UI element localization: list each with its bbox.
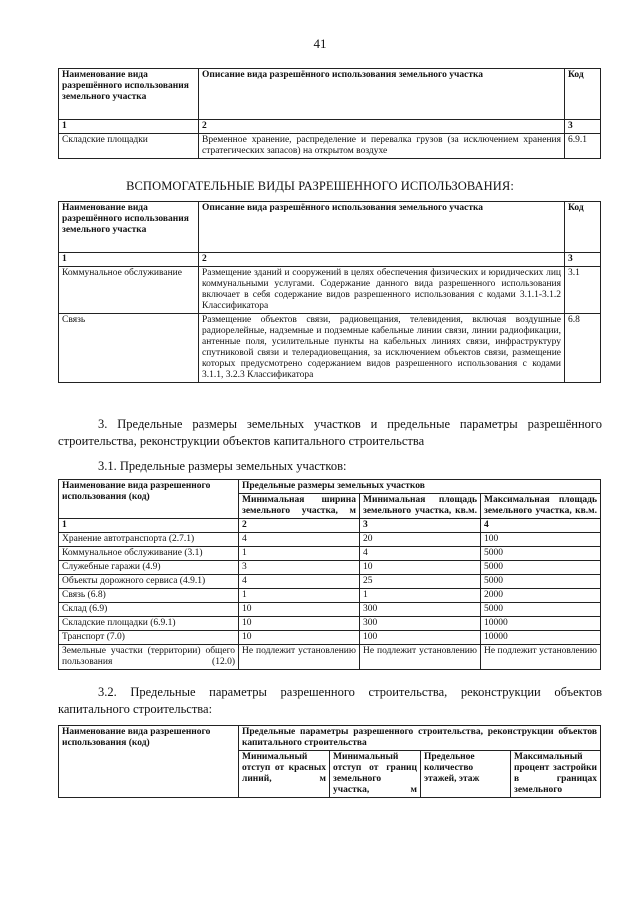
col-number: 2 — [199, 253, 565, 267]
min-width: 10 — [239, 617, 360, 631]
header-use-name: Наименование вида разрешенного использования (код) — [59, 726, 239, 798]
max-area: 5000 — [481, 561, 601, 575]
header-max-area: Максимальная площадь земельного участка, кв.м. — [481, 494, 601, 519]
table-row — [59, 314, 601, 383]
min-width: Не подлежит установлению — [239, 645, 360, 670]
max-area: 100 — [481, 533, 601, 547]
header-code: Код — [565, 69, 601, 120]
use-description: Временное хранение, распределение и перевалка грузов (за исключением хранения стратегических запасов) на открытом воздухе — [199, 134, 565, 159]
section-3-1-heading: 3.1. Предельные размеры земельных участков: — [98, 459, 347, 473]
min-area: Не подлежит установлению — [360, 645, 481, 670]
use-name: Хранение автотранспорта (2.7.1) — [59, 533, 239, 547]
max-area: 10000 — [481, 631, 601, 645]
use-name: Склад (6.9) — [59, 603, 239, 617]
min-width: 10 — [239, 603, 360, 617]
use-description: Размещение объектов связи, радиовещания, телевидения, включая воздушные радиорелейные, надземные и подземные кабельные линии связи, линии радиофикации, антенные поля, усилительные пункты на кабельных линиях связи, инфраструктуру спутниковой связи и телерадиовещания, за исключением объектов связи, размещение которых предусмотрено содержанием видов разрешенного использования с кодами 3.1.1, 3.2.3 Классификатора — [199, 314, 565, 383]
min-width: 1 — [239, 547, 360, 561]
header-min-width: Минимальная ширина земельного участка, м — [239, 494, 360, 519]
table-row — [59, 575, 601, 589]
table-row — [59, 589, 601, 603]
page-number: 41 — [313, 36, 327, 51]
section-3-heading-line1: 3. Предельные размеры земельных участков и предельные параметры разрешённого — [98, 417, 602, 431]
table-row — [59, 645, 601, 670]
table-row — [59, 533, 601, 547]
col-number: 3 — [565, 253, 601, 267]
col-number: 1 — [59, 519, 239, 533]
table-row — [59, 267, 601, 314]
use-name: Транспорт (7.0) — [59, 631, 239, 645]
max-area: 10000 — [481, 617, 601, 631]
use-name: Земельные участки (территории) общего пользования (12.0) — [59, 645, 239, 670]
header-min-area: Минимальная площадь земельного участка, кв.м. — [360, 494, 481, 519]
max-area: 5000 — [481, 575, 601, 589]
use-name: Связь (6.8) — [59, 589, 239, 603]
min-area: 10 — [360, 561, 481, 575]
min-area: 300 — [360, 603, 481, 617]
col-number: 2 — [199, 120, 565, 134]
table-aux-uses — [58, 201, 601, 383]
use-name: Складские площадки (6.9.1) — [59, 617, 239, 631]
use-name: Объекты дорожного сервиса (4.9.1) — [59, 575, 239, 589]
table-row — [59, 561, 601, 575]
use-code: 6.8 — [565, 314, 601, 383]
use-name: Складские площадки — [59, 134, 199, 159]
min-area: 25 — [360, 575, 481, 589]
table-row — [59, 547, 601, 561]
table-building-params — [58, 725, 601, 798]
col-number: 1 — [59, 253, 199, 267]
min-area: 300 — [360, 617, 481, 631]
section-3-heading-line2: строительства, реконструкции объектов капитального строительства — [58, 434, 425, 448]
use-name: Коммунальное обслуживание — [59, 267, 199, 314]
col-number: 1 — [59, 120, 199, 134]
section-3-2-heading-line2: капитального строительства: — [58, 702, 213, 716]
use-description: Размещение зданий и сооружений в целях обеспечения физических и юридических лиц коммунальными услугами. Содержание данного вида разрешенного использования включает в себя содержание видов разрешенного использования с кодами 3.1.1-3.1.2 Классификатора — [199, 267, 565, 314]
col-number: 4 — [481, 519, 601, 533]
col-number: 3 — [360, 519, 481, 533]
min-width: 3 — [239, 561, 360, 575]
table-row — [59, 617, 601, 631]
use-name: Служебные гаражи (4.9) — [59, 561, 239, 575]
table-row — [59, 603, 601, 617]
max-area: 5000 — [481, 603, 601, 617]
header-max-building-percent: Максимальный процент застройки в границах земельного — [511, 751, 601, 798]
min-area: 100 — [360, 631, 481, 645]
max-area: 5000 — [481, 547, 601, 561]
use-name: Коммунальное обслуживание (3.1) — [59, 547, 239, 561]
min-width: 10 — [239, 631, 360, 645]
table-main-uses — [58, 68, 601, 159]
min-area: 4 — [360, 547, 481, 561]
header-max-floors: Предельное количество этажей, этаж — [421, 751, 511, 798]
section-3-2-heading-line1: 3.2. Предельные параметры разрешенного строительства, реконструкции объектов — [98, 685, 602, 699]
header-min-setback-boundaries: Минимальный отступ от границ земельного участка, м — [330, 751, 421, 798]
header-use-name: Наименование вида разрешенного использования (код) — [59, 480, 239, 519]
table-row — [59, 134, 601, 159]
use-code: 6.9.1 — [565, 134, 601, 159]
table-row — [59, 631, 601, 645]
header-description: Описание вида разрешённого использования земельного участка — [199, 69, 565, 120]
header-name: Наименование вида разрешённого использования земельного участка — [59, 69, 199, 120]
header-description: Описание вида разрешённого использования земельного участка — [199, 202, 565, 253]
min-width: 4 — [239, 533, 360, 547]
table-plot-sizes — [58, 479, 601, 670]
header-code: Код — [565, 202, 601, 253]
min-area: 20 — [360, 533, 481, 547]
header-plot-sizes: Предельные размеры земельных участков — [239, 480, 601, 494]
use-code: 3.1 — [565, 267, 601, 314]
use-name: Связь — [59, 314, 199, 383]
header-building-params: Предельные параметры разрешенного строительства, реконструкции объектов капитального строительства — [239, 726, 601, 751]
max-area: 2000 — [481, 589, 601, 603]
col-number: 2 — [239, 519, 360, 533]
col-number: 3 — [565, 120, 601, 134]
max-area: Не подлежит установлению — [481, 645, 601, 670]
aux-uses-title: ВСПОМОГАТЕЛЬНЫЕ ВИДЫ РАЗРЕШЕННОГО ИСПОЛЬЗОВАНИЯ: — [126, 179, 514, 193]
header-name: Наименование вида разрешённого использования земельного участка — [59, 202, 199, 253]
min-width: 4 — [239, 575, 360, 589]
header-min-setback-red-lines: Минимальный отступ от красных линий, м — [239, 751, 330, 798]
min-area: 1 — [360, 589, 481, 603]
min-width: 1 — [239, 589, 360, 603]
